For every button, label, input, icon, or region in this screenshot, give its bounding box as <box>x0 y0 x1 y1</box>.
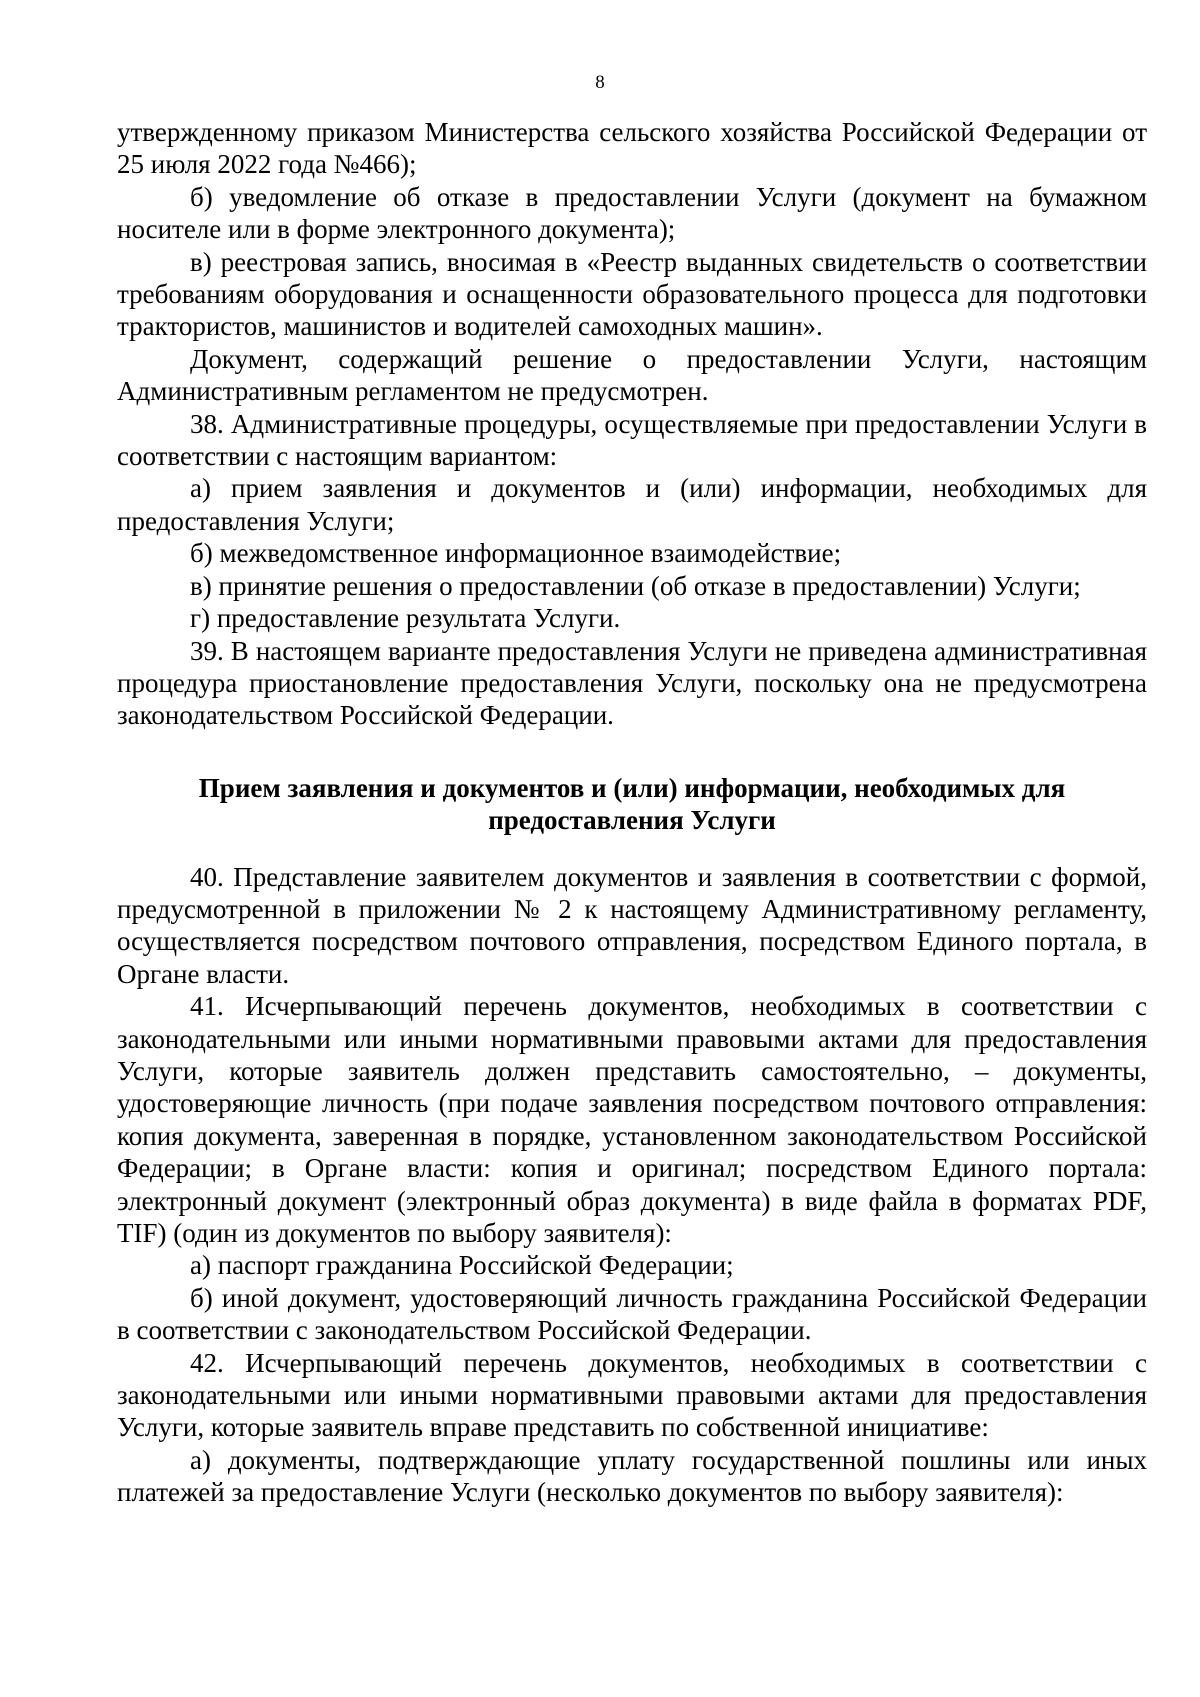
paragraph: б) межведомственное информационное взаимодействие; <box>190 538 842 569</box>
section-heading <box>117 772 1147 837</box>
paragraph: в) принятие решения о предоставлении (об отказе в предоставлении) Услуги; <box>190 570 1081 601</box>
page-number: 8 <box>595 72 605 93</box>
paragraph: 40. Представление заявителем документов и заявления в соответствии с формой, предусмотренной в приложении № 2 к настоящему Административному регламенту, осуществляется посредством почтового отправления, посредством Единого портала, в Органе власти. <box>117 861 1147 989</box>
paragraph: а) прием заявления и документов и (или) информации, необходимых для предоставления Услуги; <box>117 473 1147 536</box>
section-heading-line: Прием заявления и документов и (или) информации, необходимых для <box>198 772 1066 803</box>
paragraph: 41. Исчерпывающий перечень документов, необходимых в соответствии с законодательными или иными нормативными правовыми актами для предоставления Услуги, которые заявитель должен представить самостоятельно, – документы, удостоверяющие личность (при подаче заявления посредством почтового отправления: копия документа, заверенная в порядке, установленном законодательством Российской Федерации; в Органе власти: копия и оригинал; посредством Единого портала: электронный документ (электронный образ документа) в виде файла в форматах PDF, TIF) (один из документов по выбору заявителя): <box>117 991 1147 1248</box>
paragraph: утвержденному приказом Министерства сельского хозяйства Российской Федерации от 25 июля 2022 года №466); <box>117 117 1147 180</box>
paragraph: Документ, содержащий решение о предоставлении Услуги, настоящим Административным регламентом не предусмотрен. <box>117 343 1147 407</box>
paragraph: 39. В настоящем варианте предоставления Услуги не приведена административная процедура приостановление предоставления Услуги, поскольку она не предусмотрена законодательством Российской Федерации. <box>117 635 1147 731</box>
section-heading-line: предоставления Услуги <box>488 805 776 836</box>
paragraph: б) уведомление об отказе в предоставлении Услуги (документ на бумажном носителе или в форме электронного документа); <box>117 181 1147 245</box>
paragraph: б) иной документ, удостоверяющий личность гражданина Российской Федерации в соответствии с законодательством Российской Федерации. <box>117 1282 1147 1346</box>
paragraph: в) реестровая запись, вносимая в «Реестр выданных свидетельств о соответствии требованиям оборудования и оснащенности образовательного процесса для подготовки трактористов, машинистов и водителей самоходных машин». <box>117 246 1147 342</box>
paragraph: а) паспорт гражданина Российской Федерации; <box>190 1250 734 1281</box>
paragraph: г) предоставление результата Услуги. <box>190 603 621 634</box>
document-body <box>117 116 1147 1509</box>
paragraph: 42. Исчерпывающий перечень документов, необходимых в соответствии с законодательными или иными нормативными правовыми актами для предоставления Услуги, которые заявитель вправе представить по собственной инициативе: <box>117 1347 1147 1443</box>
paragraph: а) документы, подтверждающие уплату государственной пошлины или иных платежей за предоставление Услуги (несколько документов по выбору заявителя): <box>117 1444 1147 1508</box>
paragraph: 38. Административные процедуры, осуществляемые при предоставлении Услуги в соответствии с настоящим вариантом: <box>117 408 1147 472</box>
